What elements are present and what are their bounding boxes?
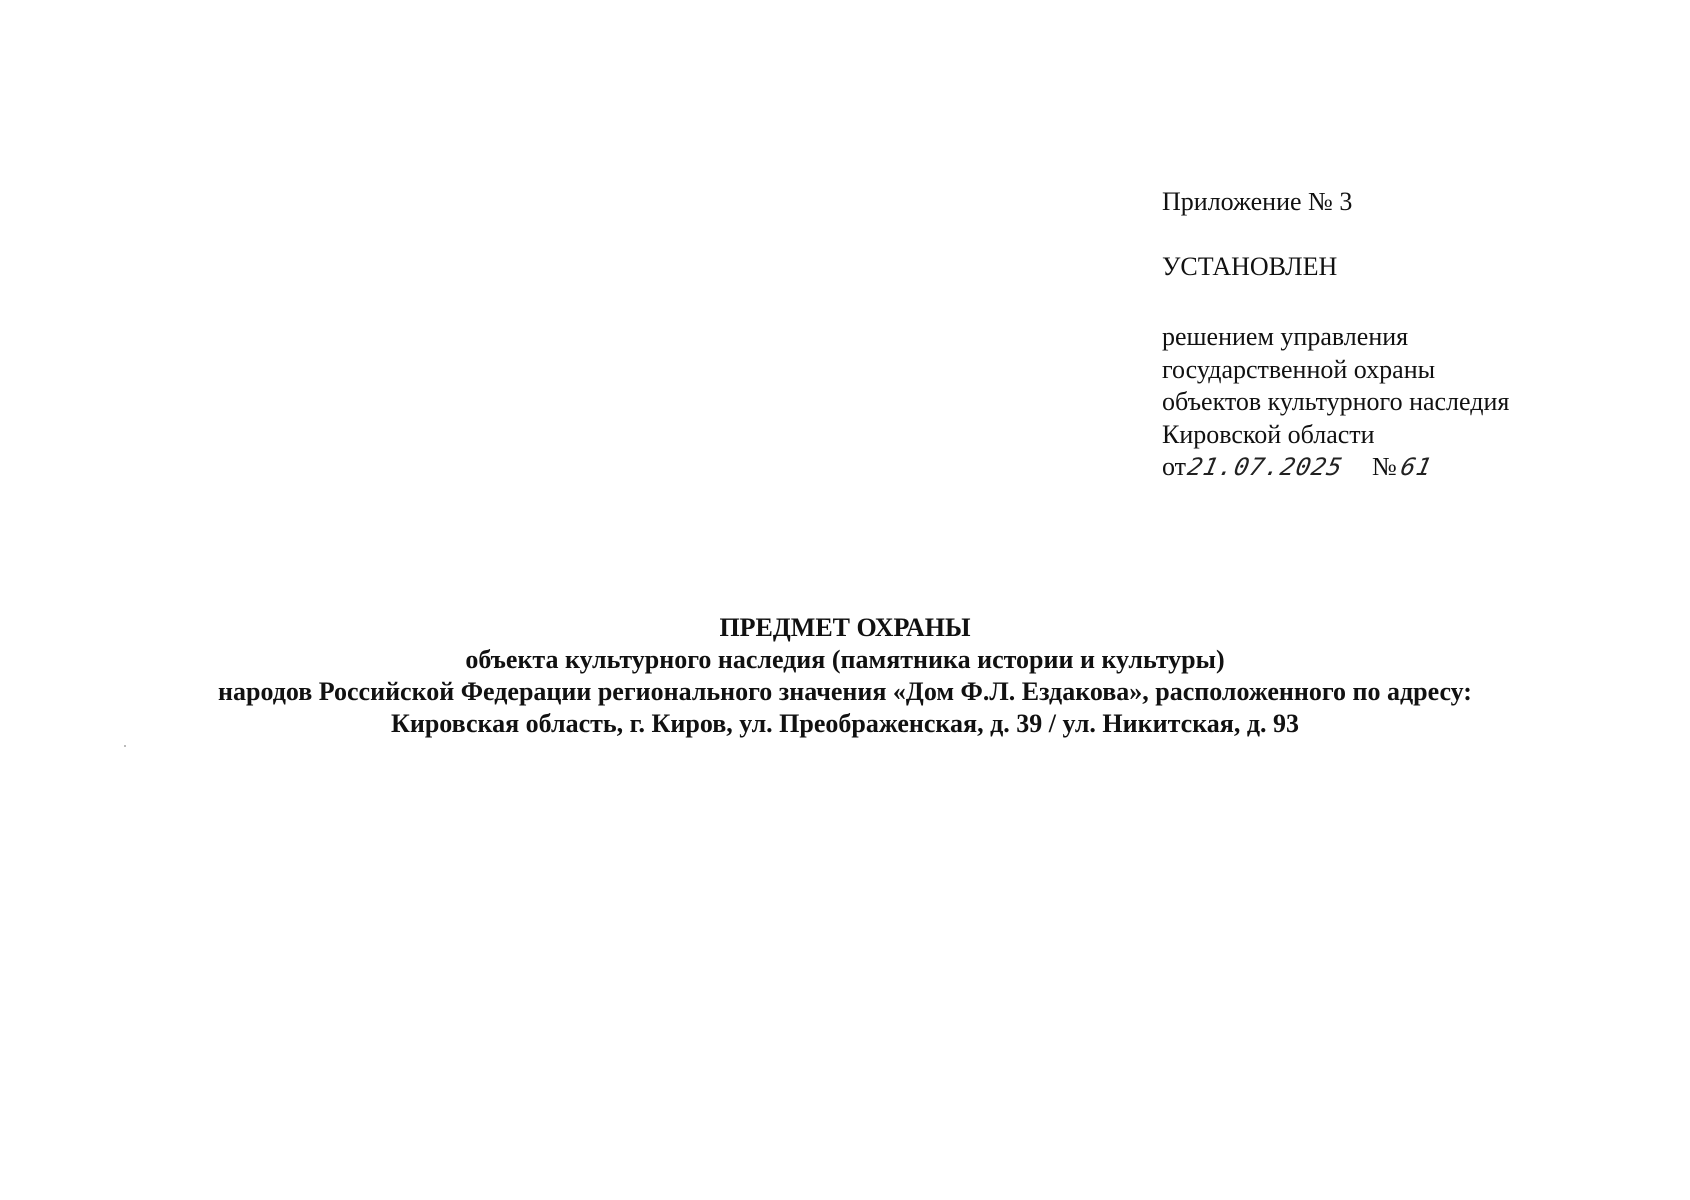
- handwritten-date: 21.07.2025: [1185, 453, 1346, 481]
- number-label: №: [1372, 452, 1397, 481]
- decision-line: Кировской области: [1162, 419, 1375, 449]
- title-line: народов Российской Федерации регионального значения «Дом Ф.Л. Ездакова», расположенного по адресу:: [218, 677, 1472, 706]
- established-label: УСТАНОВЛЕН: [1162, 251, 1338, 281]
- appendix-number: Приложение № 3: [1162, 187, 1353, 216]
- decision-line: государственной охраны: [1162, 354, 1436, 384]
- handwritten-number: 61: [1397, 453, 1435, 481]
- decision-date-line: [1162, 451, 1642, 484]
- scan-speck: [124, 745, 126, 747]
- decision-line: решением управления: [1162, 322, 1409, 351]
- decision-line: объектов культурного наследия: [1162, 387, 1510, 416]
- document-title: ПРЕДМЕТ ОХРАНЫ: [719, 613, 971, 642]
- approval-block: [1162, 186, 1642, 484]
- date-prefix: от: [1162, 452, 1187, 481]
- document-title-block: [0, 612, 1690, 740]
- title-line: Кировская область, г. Киров, ул. Преображенская, д. 39 / ул. Никитская, д. 93: [390, 709, 1300, 738]
- title-line: объекта культурного наследия (памятника истории и культуры): [465, 645, 1225, 674]
- decision-authority: [1162, 321, 1642, 484]
